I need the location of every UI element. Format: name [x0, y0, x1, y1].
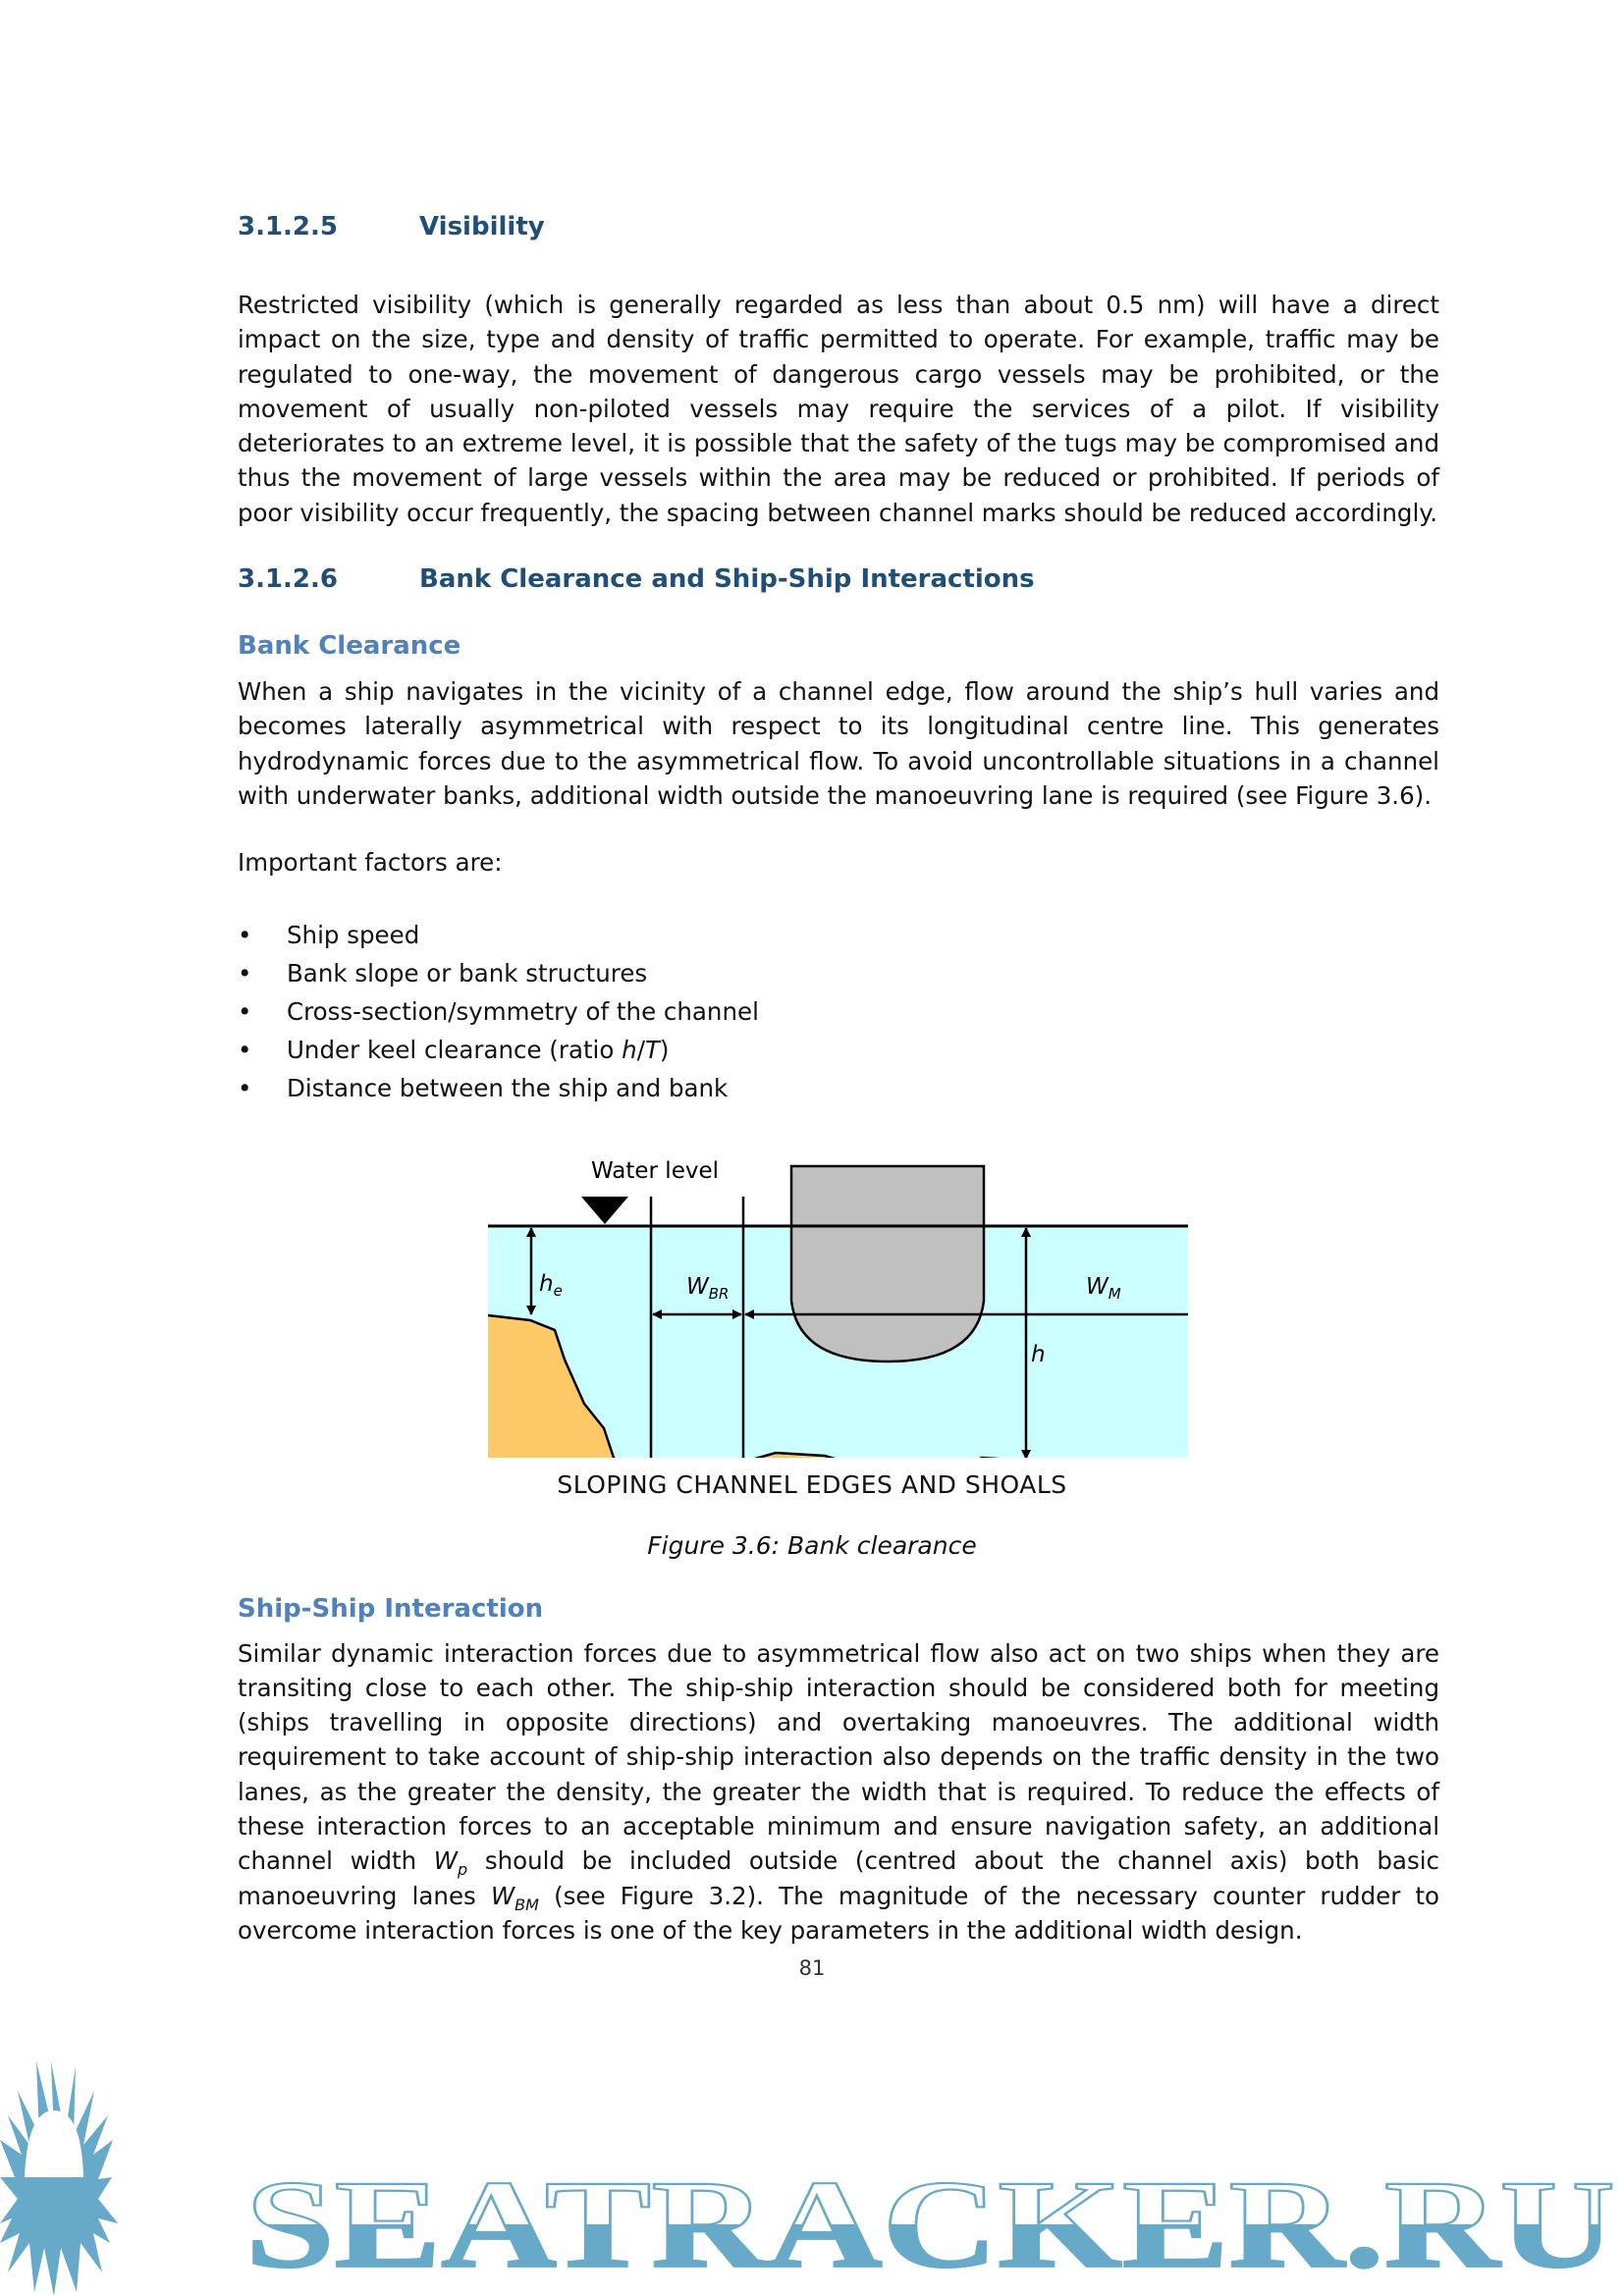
wbr-label: $W_{BR}$ — [686, 1273, 730, 1303]
watermark-text: SEATRACKER.RU — [245, 2154, 1616, 2294]
wm-label: $W_M$ — [1086, 1273, 1121, 1303]
list-item: • Distance between the ship and bank — [238, 1069, 1439, 1107]
list-item: • Bank slope or bank structures — [238, 954, 1439, 992]
ship-hull — [791, 1166, 984, 1362]
list-item: • Cross-section/symmetry of the channel — [238, 992, 1439, 1031]
factors-intro: Important factors are: — [238, 848, 503, 878]
water-level-triangle-icon — [581, 1197, 628, 1224]
bank-clearance-heading: Bank Clearance — [238, 631, 461, 662]
he-label: $h_e$ — [539, 1270, 563, 1300]
figure-drawing-caption: SLOPING CHANNEL EDGES AND SHOALS — [557, 1469, 1067, 1499]
sun-logo-icon — [0, 2061, 118, 2296]
seatracker-watermark — [0, 2061, 1624, 2296]
section-title: Bank Clearance and Ship-Ship Interactions — [419, 564, 1035, 595]
water-level-label: Water level — [591, 1157, 719, 1184]
section-heading-visibility — [238, 210, 1439, 244]
figure-caption: Figure 3.6: Bank clearance — [647, 1530, 977, 1560]
visibility-paragraph: Restricted visibility (which is generally regarded as less than about 0.5 nm) will have a direct impact on the size, type and density of traffic permitted to operate. For example, traffic may be regulated to one-way, the movement of dangerous cargo vessels may be prohibited, or the movement of usually non-piloted vessels may require the services of a pilot. If visibility deteriorates to an extreme level, it is possible that the safety of the tugs may be compromised and thus the movement of large vessels within the area may be reduced or prohibited. If periods of poor visibility occur frequently, the spacing between channel marks should be reduced accordingly. — [238, 291, 1439, 527]
bank-clearance-paragraph: When a ship navigates in the vicinity of a channel edge, flow around the ship’s hull varies and becomes laterally asymmetrical with respect to its longitudinal centre line. This generates hydrodynamic forces due to the asymmetrical flow. To avoid uncontrollable situations in a channel with underwater banks, additional width outside the manoeuvring lane is required (see Figure 3.6). — [238, 677, 1439, 810]
page-number: 81 — [798, 1956, 826, 1981]
bank-clearance-figure — [481, 1134, 1198, 1458]
section-title: Visibility — [419, 212, 545, 241]
section-heading-bank-clearance — [238, 562, 1439, 597]
section-number: 3.1.2.5 — [238, 212, 338, 241]
list-item: • Under keel clearance (ratio h/T) — [238, 1031, 1439, 1069]
section-number: 3.1.2.6 — [238, 564, 338, 595]
list-item: • Ship speed — [238, 916, 1439, 954]
ship-ship-paragraph: Similar dynamic interaction forces due to asymmetrical flow also act on two ships when they are transiting close to each other. The ship-ship interaction should be considered both for meeting (ships travelling in opposite directions) and overtaking manoeuvres. The additional width requirement to take account of ship-ship interaction also depends on the traffic density in the two lanes, as the greater the density, the greater the width that is required. To reduce the effects of these interaction forces to an acceptable minimum and ensure navigation safety, an additional channel width $W_p$ should be included outside (centred about the channel axis) both basic manoeuvring lanes $W_{BM}$ (see Figure 3.2). The magnitude of the necessary counter rudder to overcome interaction forces is one of the key parameters in the additional width design. — [238, 1638, 1440, 1945]
page-content — [238, 210, 1439, 1981]
h-label: h — [1031, 1341, 1046, 1367]
factors-list — [238, 916, 1439, 1107]
ship-ship-heading: Ship-Ship Interaction — [238, 1593, 544, 1624]
